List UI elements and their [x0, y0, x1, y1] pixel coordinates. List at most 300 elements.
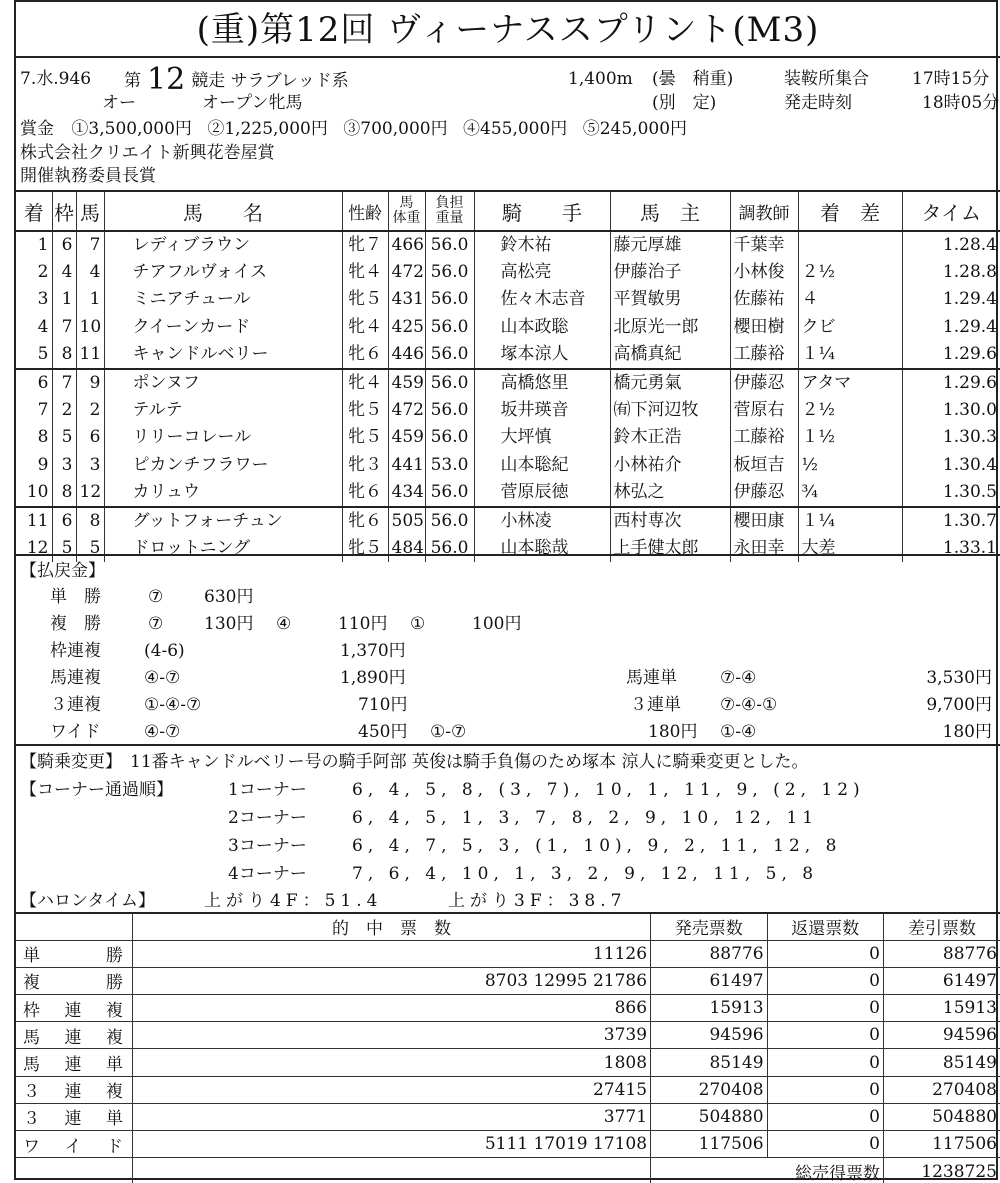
result-owner: 西村専次: [610, 507, 730, 535]
fukusho-combo-3: ①: [410, 614, 426, 634]
result-waku: 7: [52, 369, 76, 397]
vote-sold: 61497: [651, 967, 767, 994]
vote-total-blank-2: [132, 1158, 650, 1183]
vote-sold: 270408: [651, 1076, 767, 1103]
result-carried-weight: 56.0: [425, 286, 474, 313]
umatan-payout: 3,530円: [926, 668, 992, 688]
sponsor-award-2: 開催執務委員長賞: [20, 166, 156, 186]
result-jockey: 菅原辰徳: [474, 479, 610, 507]
result-horse-name: ミニアチュール: [104, 286, 342, 313]
result-time: 1.33.1: [902, 535, 1000, 562]
distance: 1,400m: [568, 69, 633, 89]
result-horse-name: テルテ: [104, 397, 342, 424]
result-trainer: 菅原右: [730, 397, 798, 424]
vote-refund: 0: [767, 1131, 883, 1158]
result-trainer: 佐藤祐: [730, 286, 798, 313]
result-uma: 2: [76, 397, 104, 424]
wide-label: ワイド: [50, 722, 101, 742]
result-row: [16, 479, 1000, 507]
result-margin: 大差: [798, 535, 902, 562]
vote-bet-type: [16, 1131, 132, 1158]
result-body-weight: 459: [388, 424, 425, 451]
vote-hits: 866: [132, 995, 650, 1022]
result-pos: 8: [37, 427, 49, 448]
result-jockey: 坂井瑛音: [474, 397, 610, 424]
result-carried-weight: 56.0: [425, 424, 474, 451]
result-trainer: 工藤裕: [730, 424, 798, 451]
class-name: オープン牝馬: [202, 93, 303, 113]
vote-row: [16, 1022, 1000, 1049]
sponsor-award-1: 株式会社クリエイト新興花巻屋賞: [20, 143, 275, 163]
vote-bet-type: [16, 1049, 132, 1076]
prize-4: ④455,000円: [463, 119, 568, 139]
result-carried-weight: 56.0: [425, 341, 474, 369]
vote-header-net: 差引票数: [884, 913, 1000, 940]
saddling-time: 17時15分: [912, 69, 990, 89]
wide-combo-1: ④-⑦: [144, 722, 181, 742]
result-jockey: 小林凌: [474, 507, 610, 535]
notes-section: [16, 744, 1000, 912]
vote-bet-type-char: 複: [105, 1027, 123, 1048]
result-body-weight: 446: [388, 341, 425, 369]
vote-hits: 3771: [132, 1103, 650, 1130]
vote-bet-type-char: 単: [23, 946, 40, 967]
vote-bet-type-char: ワ: [23, 1136, 40, 1157]
result-time: 1.29.4: [902, 286, 1000, 313]
last-3f: 上がり3F：38.7: [448, 891, 627, 911]
result-uma: 4: [76, 259, 104, 286]
result-owner: 伊藤治子: [610, 259, 730, 286]
vote-header-sold: 発売票数: [651, 913, 767, 940]
result-waku: 6: [52, 231, 76, 259]
results-table: [16, 190, 1000, 562]
result-owner: 北原光一郎: [610, 314, 730, 341]
result-trainer: 櫻田樹: [730, 314, 798, 341]
result-carried-weight: 56.0: [425, 369, 474, 397]
result-owner: 高橋真紀: [610, 341, 730, 369]
result-owner: 藤元厚雄: [610, 231, 730, 259]
track-condition: (曇 稍重): [652, 69, 734, 89]
corner-4-order: 7, 6, 4, 10, 1, 3, 2, 9, 12, 11, 5, 8: [352, 864, 819, 884]
race-suffix: 競走 サラブレッド系: [191, 71, 349, 91]
result-uma: 5: [76, 535, 104, 562]
vote-net: 504880: [884, 1103, 1000, 1130]
result-pos: 4: [37, 316, 49, 337]
vote-row: [16, 1131, 1000, 1158]
result-uma: 6: [76, 424, 104, 451]
date-code: 7.水.946: [20, 69, 92, 89]
result-owner: 平賀敏男: [610, 286, 730, 313]
vote-bet-type: [16, 967, 132, 994]
result-pos: 7: [37, 400, 49, 421]
vote-refund: 0: [767, 1049, 883, 1076]
vote-bet-type-char: 勝: [105, 946, 123, 967]
vote-bet-type-char: 勝: [105, 973, 123, 994]
result-jockey: 山本政聡: [474, 314, 610, 341]
result-pos: 9: [37, 454, 49, 475]
result-margin: ¾: [798, 479, 902, 507]
result-horse-name: リリーコレール: [104, 424, 342, 451]
result-body-weight: 472: [388, 259, 425, 286]
result-trainer: 伊藤忍: [730, 479, 798, 507]
wide-payout-2: 180円: [648, 722, 698, 742]
result-horse-name: ドロットニング: [104, 535, 342, 562]
vote-hits: 27415: [132, 1076, 650, 1103]
vote-sold: 94596: [651, 1022, 767, 1049]
result-owner: 鈴木正浩: [610, 424, 730, 451]
result-trainer: 板垣吉: [730, 451, 798, 478]
result-waku: 5: [52, 424, 76, 451]
results-header-row: [16, 191, 1000, 231]
result-sex-age: 牝５: [342, 397, 388, 424]
result-sex-age: 牝７: [342, 231, 388, 259]
result-margin: ２½: [798, 397, 902, 424]
result-trainer: 工藤裕: [730, 341, 798, 369]
header-wt-line2: 重量: [435, 210, 464, 226]
vote-bet-type-char: 複: [23, 973, 40, 994]
vote-bet-type-char: イ: [64, 1136, 82, 1157]
wide-payout-3: 180円: [942, 722, 992, 742]
corner-2-label: 2コーナー: [228, 808, 307, 828]
sanfuku-payout: 710円: [358, 695, 408, 715]
vote-bet-type-char: 連: [64, 1082, 82, 1103]
prize-2: ②1,225,000円: [207, 119, 328, 139]
jockey-change-label: 【騎乗変更】: [20, 752, 122, 772]
result-horse-name: クイーンカード: [104, 314, 342, 341]
result-margin: １¼: [798, 507, 902, 535]
result-carried-weight: 56.0: [425, 535, 474, 562]
vote-bet-type-char: 連: [64, 1000, 82, 1021]
race-number-line: [124, 62, 349, 97]
result-owner: ㈲下河辺牧: [610, 397, 730, 424]
result-body-weight: 425: [388, 314, 425, 341]
umaren-label: 馬連複: [50, 668, 101, 688]
result-body-weight: 484: [388, 535, 425, 562]
vote-bet-type-char: 枠: [23, 1000, 40, 1021]
vote-hits: 3739: [132, 1022, 650, 1049]
vote-net: 94596: [884, 1022, 1000, 1049]
wide-combo-2: ①-⑦: [430, 722, 467, 742]
vote-net: 15913: [884, 995, 1000, 1022]
vote-total-row: [16, 1158, 1000, 1183]
header-waku: 枠: [52, 191, 76, 231]
corner-label: 【コーナー通過順】: [20, 780, 173, 800]
result-trainer: 伊藤忍: [730, 369, 798, 397]
result-jockey: 佐々木志音: [474, 286, 610, 313]
vote-row: [16, 1103, 1000, 1130]
result-time: 1.29.6: [902, 341, 1000, 369]
result-trainer: 小林俊: [730, 259, 798, 286]
result-sex-age: 牝５: [342, 424, 388, 451]
result-sex-age: 牝５: [342, 286, 388, 313]
result-owner: 上手健太郎: [610, 535, 730, 562]
result-margin: １¼: [798, 341, 902, 369]
race-title: (重)第12回 ヴィーナススプリント(M3): [16, 2, 1000, 58]
result-carried-weight: 56.0: [425, 397, 474, 424]
result-margin: ２½: [798, 259, 902, 286]
result-time: 1.28.4: [902, 231, 1000, 259]
result-sex-age: 牝５: [342, 535, 388, 562]
header-jockey: 騎 手: [474, 191, 610, 231]
result-owner: 林弘之: [610, 479, 730, 507]
vote-refund: 0: [767, 967, 883, 994]
result-margin: [798, 231, 902, 259]
result-sex-age: 牝４: [342, 369, 388, 397]
fukusho-combo-1: ⑦: [148, 614, 164, 634]
last-4f: 上がり4F：51.4: [204, 891, 383, 911]
result-carried-weight: 56.0: [425, 479, 474, 507]
vote-bet-type-char: 連: [64, 1027, 82, 1048]
vote-bet-type: [16, 940, 132, 967]
result-carried-weight: 53.0: [425, 451, 474, 478]
prize-3: ③700,000円: [343, 119, 448, 139]
result-uma: 3: [76, 451, 104, 478]
vote-bet-type-char: ド: [105, 1136, 123, 1157]
vote-sold: 504880: [651, 1103, 767, 1130]
result-jockey: 大坪慎: [474, 424, 610, 451]
result-row: [16, 286, 1000, 313]
result-row: [16, 451, 1000, 478]
result-time: 1.30.5: [902, 479, 1000, 507]
vote-bet-type-char: 単: [105, 1055, 123, 1076]
result-body-weight: 459: [388, 369, 425, 397]
vote-hits: 8703 12995 21786: [132, 967, 650, 994]
vote-bet-type: [16, 1103, 132, 1130]
result-waku: 1: [52, 286, 76, 313]
header-carried-weight: [425, 191, 474, 231]
result-uma: 1: [76, 286, 104, 313]
result-carried-weight: 56.0: [425, 231, 474, 259]
result-horse-name: レディブラウン: [104, 231, 342, 259]
result-trainer: 櫻田康: [730, 507, 798, 535]
umatan-label: 馬連単: [626, 668, 677, 688]
vote-bet-type: [16, 1022, 132, 1049]
result-sex-age: 牝３: [342, 451, 388, 478]
vote-refund: 0: [767, 1022, 883, 1049]
vote-hits: 1808: [132, 1049, 650, 1076]
result-trainer: 永田幸: [730, 535, 798, 562]
jockey-change-text: 11番キャンドルベリー号の騎手阿部 英俊は騎手負傷のため塚本 涼人に騎乗変更とした。: [130, 752, 809, 772]
header-trainer: 調教師: [730, 191, 798, 231]
vote-bet-type-char: 連: [64, 1109, 82, 1130]
result-waku: 5: [52, 535, 76, 562]
result-sex-age: 牝６: [342, 479, 388, 507]
result-row: [16, 424, 1000, 451]
result-jockey: 山本聡哉: [474, 535, 610, 562]
vote-bet-type-char: ３: [23, 1082, 40, 1103]
vote-header-refund: 返還票数: [767, 913, 883, 940]
vote-bet-type-char: 馬: [23, 1055, 40, 1076]
umaren-payout: 1,890円: [340, 668, 406, 688]
furlong-label: 【ハロンタイム】: [20, 891, 155, 911]
result-body-weight: 505: [388, 507, 425, 535]
result-row: [16, 231, 1000, 259]
tansho-label: 単 勝: [50, 587, 101, 607]
sanfuku-combo: ①-④-⑦: [144, 695, 202, 715]
result-row: [16, 397, 1000, 424]
vote-refund: 0: [767, 1103, 883, 1130]
header-margin: 着 差: [798, 191, 902, 231]
vote-bet-type: [16, 1076, 132, 1103]
result-horse-name: グットフォーチュン: [104, 507, 342, 535]
header-body-weight: [388, 191, 425, 231]
result-pos: 2: [37, 262, 49, 283]
post-time-label: 発走時刻: [784, 93, 852, 113]
result-row: [16, 341, 1000, 369]
vote-bet-type-char: 馬: [23, 1027, 40, 1048]
result-row: [16, 369, 1000, 397]
result-uma: 10: [76, 314, 104, 341]
result-pos: 10: [26, 481, 49, 502]
result-waku: 4: [52, 259, 76, 286]
result-sex-age: 牝４: [342, 314, 388, 341]
jockey-change-line: [20, 750, 808, 774]
fukusho-label: 複 勝: [50, 614, 101, 634]
result-uma: 8: [76, 507, 104, 535]
race-number: 12: [147, 62, 186, 97]
result-jockey: 山本聡紀: [474, 451, 610, 478]
result-jockey: 高橋悠里: [474, 369, 610, 397]
wide-payout-1: 450円: [358, 722, 408, 742]
wakuren-combo: (4-6): [144, 641, 185, 661]
result-row: [16, 259, 1000, 286]
result-carried-weight: 56.0: [425, 507, 474, 535]
prize-5: ⑤245,000円: [582, 119, 688, 139]
result-waku: 8: [52, 341, 76, 369]
result-margin: アタマ: [798, 369, 902, 397]
vote-row: [16, 967, 1000, 994]
header-time: タイム: [902, 191, 1000, 231]
result-jockey: 塚本涼人: [474, 341, 610, 369]
fukusho-payout-1: 130円: [204, 614, 254, 634]
corner-3-label: 3コーナー: [228, 836, 307, 856]
vote-row: [16, 1076, 1000, 1103]
header-bw-line2: 体重: [392, 210, 421, 226]
vote-row: [16, 940, 1000, 967]
result-time: 1.28.8: [902, 259, 1000, 286]
result-margin: クビ: [798, 314, 902, 341]
result-waku: 8: [52, 479, 76, 507]
vote-total-blank-1: [16, 1158, 132, 1183]
vote-hits: 11126: [132, 940, 650, 967]
header-pos: 着: [16, 191, 52, 231]
vote-bet-type: [16, 995, 132, 1022]
header-name: 馬 名: [104, 191, 342, 231]
prize-label: 賞金: [20, 119, 54, 139]
result-pos: 12: [26, 537, 49, 558]
result-sex-age: 牝６: [342, 507, 388, 535]
umaren-combo: ④-⑦: [144, 668, 181, 688]
corner-3-order: 6, 4, 7, 5, 3, (1, 10), 9, 2, 11, 12, 8: [352, 836, 842, 856]
result-time: 1.30.7: [902, 507, 1000, 535]
santan-combo: ⑦-④-①: [720, 695, 778, 715]
result-pos: 3: [37, 289, 49, 310]
vote-refund: 0: [767, 995, 883, 1022]
result-waku: 3: [52, 451, 76, 478]
vote-bet-type-char: ３: [23, 1109, 40, 1130]
wakuren-payout: 1,370円: [340, 641, 406, 661]
vote-total-label-text: 総売得票数: [795, 1164, 880, 1183]
result-body-weight: 434: [388, 479, 425, 507]
sheet-frame: [14, 0, 1000, 1183]
corner-1-label: 1コーナー: [228, 780, 307, 800]
fukusho-combo-2: ④: [276, 614, 292, 634]
header-wt-line1: 負担: [435, 195, 464, 211]
result-sex-age: 牝６: [342, 341, 388, 369]
prize-line: [20, 118, 687, 140]
payout-header: 【払戻金】: [20, 561, 105, 581]
result-margin: ½: [798, 451, 902, 478]
result-horse-name: カリュウ: [104, 479, 342, 507]
result-body-weight: 466: [388, 231, 425, 259]
result-sex-age: 牝４: [342, 259, 388, 286]
vote-bet-type-char: 複: [105, 1000, 123, 1021]
wide-combo-3: ①-④: [720, 722, 757, 742]
result-trainer: 千葉幸: [730, 231, 798, 259]
vote-net: 61497: [884, 967, 1000, 994]
corner-1-order: 6, 4, 5, 8, (3, 7), 10, 1, 11, 9, (2, 12): [352, 780, 865, 800]
result-jockey: 鈴木祐: [474, 231, 610, 259]
result-pos: 1: [37, 235, 49, 255]
vote-sold: 85149: [651, 1049, 767, 1076]
vote-body: [16, 940, 1000, 1158]
vote-bet-type-char: 複: [105, 1082, 123, 1103]
result-margin: ４: [798, 286, 902, 313]
header-uma: 馬: [76, 191, 104, 231]
tansho-payout: 630円: [204, 587, 254, 607]
result-body-weight: 472: [388, 397, 425, 424]
result-horse-name: チアフルヴォイス: [104, 259, 342, 286]
vote-table: [16, 912, 1000, 1183]
umatan-combo: ⑦-④: [720, 668, 757, 688]
result-time: 1.30.3: [902, 424, 1000, 451]
fukusho-payout-3: 100円: [472, 614, 522, 634]
result-horse-name: ピカンチフラワー: [104, 451, 342, 478]
fukusho-payout-2: 110円: [338, 614, 388, 634]
result-carried-weight: 56.0: [425, 259, 474, 286]
vote-sold: 88776: [651, 940, 767, 967]
result-waku: 7: [52, 314, 76, 341]
result-time: 1.29.6: [902, 369, 1000, 397]
result-row: [16, 314, 1000, 341]
vote-row: [16, 1049, 1000, 1076]
race-prefix: 第: [124, 71, 141, 91]
result-row: [16, 507, 1000, 535]
result-body-weight: 431: [388, 286, 425, 313]
corner-2-order: 6, 4, 5, 1, 3, 7, 8, 2, 9, 10, 12, 11: [352, 808, 819, 828]
vote-header-blank: [16, 913, 132, 940]
result-owner: 小林祐介: [610, 451, 730, 478]
vote-row: [16, 995, 1000, 1022]
result-carried-weight: 56.0: [425, 314, 474, 341]
header-sexage: 性齢: [342, 191, 388, 231]
santan-payout: 9,700円: [926, 695, 992, 715]
tansho-combo: ⑦: [148, 587, 164, 607]
vote-net: 117506: [884, 1131, 1000, 1158]
vote-header-hits: 的 中 票 数: [132, 913, 650, 940]
result-horse-name: ポンヌフ: [104, 369, 342, 397]
weight-rule: (別 定): [652, 93, 717, 113]
result-pos: 11: [16, 507, 52, 535]
corner-4-label: 4コーナー: [228, 864, 307, 884]
vote-total-value: 1238725: [884, 1158, 1000, 1183]
vote-sold: 15913: [651, 995, 767, 1022]
vote-net: 270408: [884, 1076, 1000, 1103]
result-owner: 橋元勇氣: [610, 369, 730, 397]
prize-1: ①3,500,000円: [71, 119, 192, 139]
post-time: 18時05分: [922, 93, 1000, 113]
result-jockey: 高松亮: [474, 259, 610, 286]
